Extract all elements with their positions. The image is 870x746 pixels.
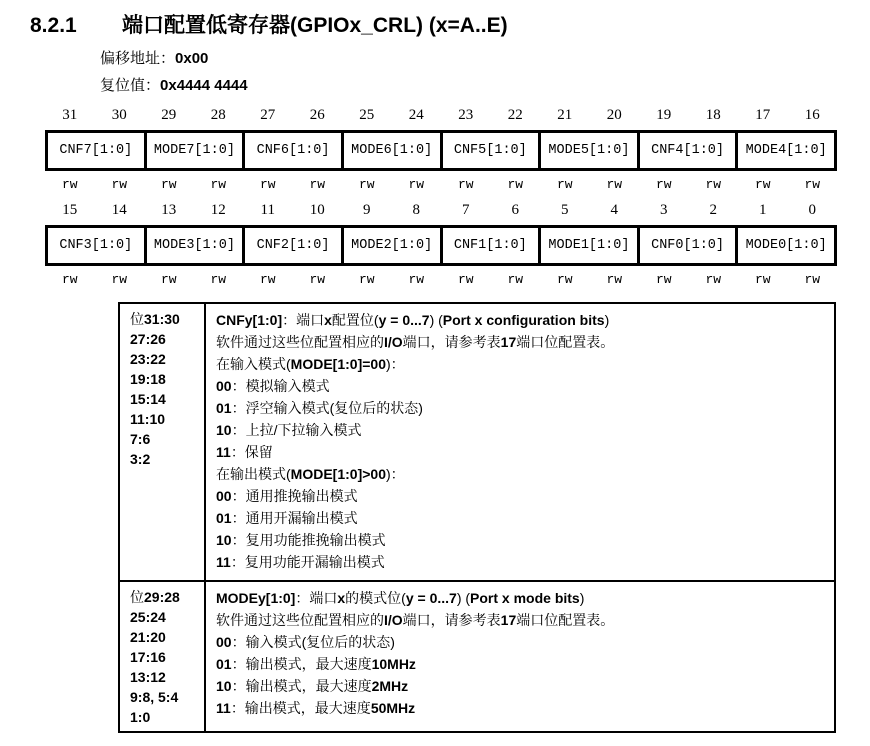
register-field-cell: MODE0[1:0] [735,228,834,263]
page-title: 端口配置低寄存器(GPIOx_CRL) (x=A..E) [122,14,508,37]
access-type-label: rw [655,177,672,192]
bit-number-label: 25 [359,107,375,123]
access-type-label: rw [804,272,821,287]
register-field-cell: MODE4[1:0] [735,133,834,168]
description-body-column [206,304,834,580]
bit-number-label: 29 [161,107,177,123]
bit-number-label: 9 [363,202,371,218]
bit-number-label: 24 [408,107,424,123]
register-field-cell: CNF2[1:0] [242,228,341,263]
access-type-label: rw [61,177,78,192]
bit-range-label: 23:22 [130,351,166,367]
bit-number-label: 8 [412,202,420,218]
register-field-cell: MODE7[1:0] [144,133,243,168]
description-line: 00：通用推挽输出模式 [216,488,358,504]
access-type-label: rw [804,177,821,192]
description-line: 软件通过这些位配置相应的I/O端口，请参考表17端口位配置表。 [216,334,615,350]
register-bits-row [45,100,837,124]
description-bits-column [120,304,206,580]
register-field-cell: CNF6[1:0] [242,133,341,168]
access-type-label: rw [408,272,425,287]
description-line: 10：复用功能推挽输出模式 [216,532,386,548]
access-type-label: rw [309,272,326,287]
bit-range-label: 19:18 [130,371,166,387]
description-line: 11：保留 [216,444,273,460]
description-row [120,304,834,580]
register-bit-tables [45,100,837,290]
access-type-label: rw [358,177,375,192]
reset-value-line: 复位值：0x4444 4444 [100,77,248,94]
bit-number-label: 26 [309,107,325,123]
bit-number-label: 30 [111,107,127,123]
description-line: 00：输入模式(复位后的状态) [216,634,395,650]
bit-range-label: 15:14 [130,391,166,407]
bit-number-label: 27 [260,107,276,123]
register-field-cell: CNF7[1:0] [59,143,133,158]
description-body-column [206,582,834,731]
bit-number-label: 19 [656,107,672,123]
description-line: 10：上拉/下拉输入模式 [216,422,362,438]
bit-number-label: 31 [62,107,78,123]
description-line: 在输出模式(MODE[1:0]>00)： [216,466,405,482]
bit-number-label: 16 [804,107,820,123]
bit-range-label: 27:26 [130,331,166,347]
bit-number-label: 21 [557,107,573,123]
access-type-label: rw [61,272,78,287]
bit-number-label: 11 [260,202,275,218]
access-type-label: rw [507,177,524,192]
bit-number-label: 15 [62,202,78,218]
bit-number-label: 10 [309,202,325,218]
bit-number-label: 23 [458,107,474,123]
bit-number-label: 7 [462,202,470,218]
access-type-label: rw [160,272,177,287]
description-line: 01：浮空输入模式(复位后的状态) [216,400,423,416]
bit-range-label: 21:20 [130,629,166,645]
register-bits-row [45,195,837,219]
bit-number-label: 0 [808,202,816,218]
bit-number-label: 6 [511,202,519,218]
section-number: 8.2.1 [30,14,77,37]
register-access-row [45,272,837,290]
bit-number-label: 14 [111,202,127,218]
register-field-cell: CNF1[1:0] [440,228,539,263]
access-type-label: rw [705,272,722,287]
description-line: CNFy[1:0]：端口x配置位(y = 0...7) (Port x configuration bits) [216,312,610,328]
access-type-label: rw [408,177,425,192]
access-type-label: rw [754,177,771,192]
access-type-label: rw [556,177,573,192]
register-field-cell: MODE3[1:0] [144,228,243,263]
bit-range-label: 25:24 [130,609,166,625]
access-type-label: rw [111,272,128,287]
register-field-cell: MODE5[1:0] [538,133,637,168]
bit-range-label: 11:10 [130,411,166,427]
bit-number-label: 1 [759,202,767,218]
description-bits-column [120,582,206,731]
bit-description-table [118,302,836,733]
access-type-label: rw [309,177,326,192]
bit-range-label: 7:6 [130,431,151,447]
bit-number-label: 20 [606,107,622,123]
access-type-label: rw [556,272,573,287]
bit-number-label: 2 [709,202,717,218]
section-heading [30,9,508,39]
access-type-label: rw [160,177,177,192]
description-line: 11：输出模式，最大速度50MHz [216,700,416,716]
register-word-group [45,195,837,290]
bit-number-label: 17 [755,107,771,123]
bit-range-label: 位31:30 [130,311,180,327]
bit-number-label: 12 [210,202,226,218]
register-fields-table [45,225,837,266]
register-field-cell: CNF5[1:0] [440,133,539,168]
bit-number-label: 13 [161,202,177,218]
bit-number-label: 28 [210,107,226,123]
bit-range-label: 17:16 [130,649,166,665]
description-line: 00：模拟输入模式 [216,378,330,394]
access-type-label: rw [210,272,227,287]
access-type-label: rw [457,177,474,192]
access-type-label: rw [705,177,722,192]
register-access-row [45,177,837,195]
bit-range-label: 3:2 [130,451,151,467]
bit-number-label: 22 [507,107,523,123]
register-word-group [45,100,837,195]
bit-range-label: 位29:28 [130,589,180,605]
access-type-label: rw [655,272,672,287]
description-line: 01：通用开漏输出模式 [216,510,358,526]
description-line: 10：输出模式，最大速度2MHz [216,678,409,694]
access-type-label: rw [606,272,623,287]
bit-number-label: 18 [705,107,721,123]
access-type-label: rw [507,272,524,287]
bit-range-label: 9:8, 5:4 [130,689,179,705]
register-field-cell: CNF4[1:0] [637,133,736,168]
register-field-cell: MODE6[1:0] [341,133,440,168]
bit-number-label: 3 [660,202,668,218]
bit-range-label: 13:12 [130,669,166,685]
description-row [120,580,834,731]
register-fields-table [45,130,837,171]
register-field-cell: MODE2[1:0] [341,228,440,263]
access-type-label: rw [259,272,276,287]
offset-address-line: 偏移地址：0x00 [100,50,209,67]
access-type-label: rw [457,272,474,287]
description-line: 11：复用功能开漏输出模式 [216,554,385,570]
access-type-label: rw [111,177,128,192]
register-field-cell: MODE1[1:0] [538,228,637,263]
access-type-label: rw [606,177,623,192]
register-field-cell: CNF3[1:0] [59,238,133,253]
bit-range-label: 1:0 [130,709,151,725]
register-field-cell: CNF0[1:0] [637,228,736,263]
access-type-label: rw [358,272,375,287]
access-type-label: rw [259,177,276,192]
description-line: 软件通过这些位配置相应的I/O端口，请参考表17端口位配置表。 [216,612,615,628]
description-line: 01：输出模式，最大速度10MHz [216,656,416,672]
description-line: 在输入模式(MODE[1:0]=00)： [216,356,405,372]
bit-number-label: 5 [561,202,569,218]
bit-number-label: 4 [610,202,618,218]
access-type-label: rw [754,272,771,287]
access-type-label: rw [210,177,227,192]
description-line: MODEy[1:0]：端口x的模式位(y = 0...7) (Port x mode bits) [216,590,585,606]
